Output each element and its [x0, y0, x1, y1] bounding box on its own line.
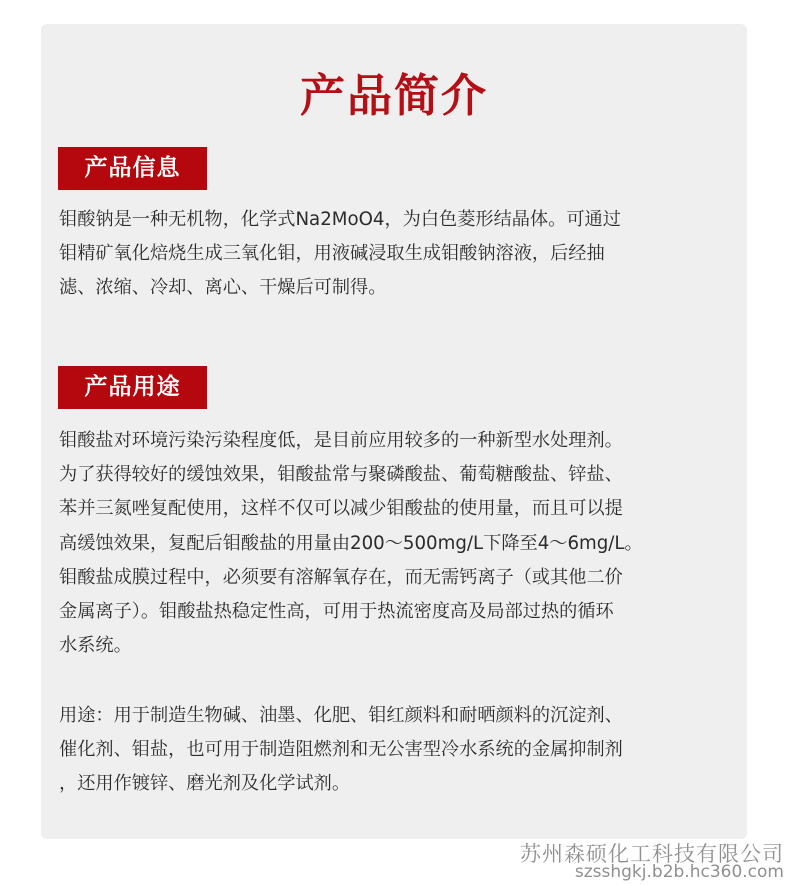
product-use-paragraph	[59, 424, 739, 663]
watermark-url: szsshgkj.b2b.hc360.com	[574, 862, 784, 882]
product-use-detail-paragraph	[59, 699, 739, 802]
page-title: 产品简介	[299, 69, 488, 122]
paragraph-line: 钼酸盐成膜过程中，必须要有溶解氧存在，而无需钙离子（或其他二价	[59, 566, 623, 588]
paragraph-line: 钼精矿氧化焙烧生成三氧化钼，用液碱浸取生成钼酸钠溶液，后经抽	[59, 243, 605, 265]
section-header-product-info: 产品信息	[58, 147, 207, 190]
paragraph-line: 钼酸盐对环境污染污染程度低，是目前应用较多的一种新型水处理剂。	[59, 430, 623, 451]
section-header-product-use: 产品用途	[58, 366, 207, 409]
paragraph-line: 水系统。	[59, 635, 132, 657]
product-info-paragraph	[59, 203, 739, 306]
paragraph-line: 苯并三氮唑复配使用，这样不仅可以减少钼酸盐的使用量，而且可以提	[59, 498, 623, 520]
paragraph-line: 催化剂、钼盐，也可用于制造阻燃剂和无公害型冷水系统的金属抑制剂	[59, 739, 623, 761]
watermark-company-name: 苏州森硕化工科技有限公司	[520, 842, 784, 866]
paragraph-line: 用途：用于制造生物碱、油墨、化肥、钼红颜料和耐晒颜料的沉淀剂、	[59, 705, 623, 726]
paragraph-line: 高缓蚀效果，复配后钼酸盐的用量由200～500mg/L下降至4～6mg/L。	[59, 532, 643, 554]
paragraph-line: 钼酸钠是一种无机物，化学式Na2MoO4，为白色菱形结晶体。可通过	[59, 209, 621, 230]
paragraph-line: 金属离子）。钼酸盐热稳定性高，可用于热流密度高及局部过热的循环	[59, 601, 614, 623]
paragraph-line: 滤、浓缩、冷却、离心、干燥后可制得。	[59, 277, 387, 299]
paragraph-line: 为了获得较好的缓蚀效果，钼酸盐常与聚磷酸盐、葡萄糖酸盐、锌盐、	[59, 464, 623, 486]
product-intro-card	[41, 24, 747, 839]
paragraph-line: ，还用作镀锌、磨光剂及化学试剂。	[59, 773, 351, 795]
